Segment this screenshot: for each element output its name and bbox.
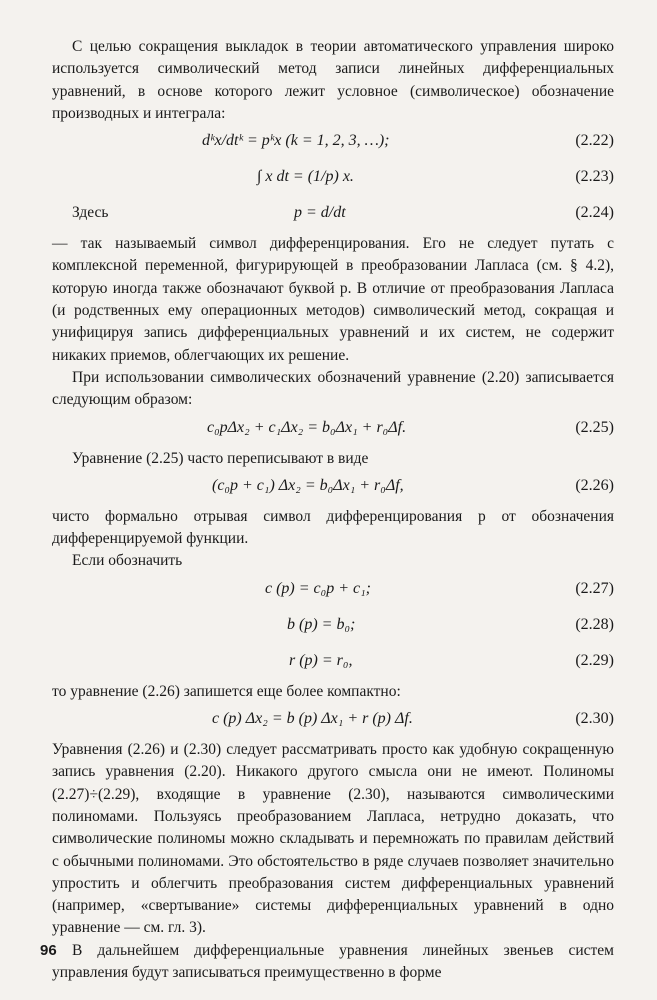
equation-number: (2.30) xyxy=(575,710,614,728)
equation-number: (2.25) xyxy=(575,418,614,436)
equation-2-29 xyxy=(52,645,614,681)
paragraph-compact: то уравнение (2.26) запишется еще более компактно: xyxy=(52,682,401,700)
formula: c (p) Δx₂ = b (p) Δx₁ + r (p) Δf. xyxy=(212,710,413,728)
equation-number: (2.22) xyxy=(575,132,614,150)
equation-2-28 xyxy=(52,609,614,645)
equation-number: (2.24) xyxy=(575,204,614,222)
paragraph-polynomials: Уравнения (2.26) и (2.30) следует рассматривать просто как удобную сокращенную запись уравнения (2.20). Никакого другого смысла они не имеют. Полиномы (2.27)÷(2.29), входящие в уравнение (2.30), называются символическими полиномами. Пользуясь преобразованием Лапласа, нетрудно доказать, что символические полиномы можно складывать и перемножать по правилам действий с обычными полиномами. Это обстоятельство в ряде случаев позволяет значительно упростить и облегчить преобразования систем дифференциальных уравнений (например, «свертывание» системы дифференциальных уравнений в одно уравнение — см. гл. 3). xyxy=(52,741,614,937)
formula: c (p) = c₀p + c₁; xyxy=(265,579,372,597)
formula: c₀pΔx₂ + c₁Δx₂ = b₀Δx₁ + r₀Δf. xyxy=(207,418,407,436)
equation-number: (2.26) xyxy=(575,476,614,494)
equation-label: Здесь xyxy=(72,204,109,222)
equation-2-30 xyxy=(52,703,614,739)
equation-number: (2.28) xyxy=(575,615,614,633)
paragraph-further: В дальнейшем дифференциальные уравнения линейных звеньев систем управления будут записываться преимущественно в форме xyxy=(52,941,614,982)
equation-number: (2.29) xyxy=(575,651,614,669)
page-number: 96 xyxy=(40,942,57,959)
page-body xyxy=(52,36,614,984)
equation-2-26 xyxy=(52,470,614,506)
equation-2-27 xyxy=(52,573,614,609)
paragraph-rewrite: Уравнение (2.25) часто переписывают в виде xyxy=(72,449,369,467)
formula: r (p) = r₀, xyxy=(289,651,353,669)
paragraph-symbol: — так называемый символ дифференцирования. Его не следует путать с комплексной переменной, фигурирующей в преобразовании Лапласа (см. § 4.2), которую иногда также обозначают буквой p. В отличие от преобразования Лапласа (и родственных ему операционных методов) символический метод, сокращая и унифицируя запись дифференциальных уравнений и их систем, не содержит никаких приемов, облегчающих их решение. xyxy=(52,235,614,364)
formula: dᵏx/dtᵏ = pᵏx (k = 1, 2, 3, …); xyxy=(202,132,390,150)
equation-number: (2.23) xyxy=(575,168,614,186)
formula: ∫ x dt = (1/p) x. xyxy=(257,168,354,186)
formula: (c₀p + c₁) Δx₂ = b₀Δx₁ + r₀Δf, xyxy=(212,476,404,494)
equation-2-22 xyxy=(52,125,614,161)
paragraph-formal: чисто формально отрывая символ дифференцирования p от обозначения дифференцируемой функции. xyxy=(52,507,614,548)
paragraph-usage: При использовании символических обозначений уравнение (2.20) записывается следующим образом: xyxy=(52,368,614,409)
equation-number: (2.27) xyxy=(575,579,614,597)
equation-2-24 xyxy=(52,197,614,233)
formula: p = d/dt xyxy=(294,204,346,222)
equation-2-23 xyxy=(52,161,614,197)
paragraph-intro: С целью сокращения выкладок в теории автоматического управления широко используется символический метод записи линейных дифференциальных уравнений, в основе которого лежит условное (символическое) обозначение производных и интеграла: xyxy=(52,38,614,122)
paragraph-denote: Если обозначить xyxy=(72,552,183,570)
equation-2-25 xyxy=(52,412,614,448)
formula: b (p) = b₀; xyxy=(287,615,356,633)
